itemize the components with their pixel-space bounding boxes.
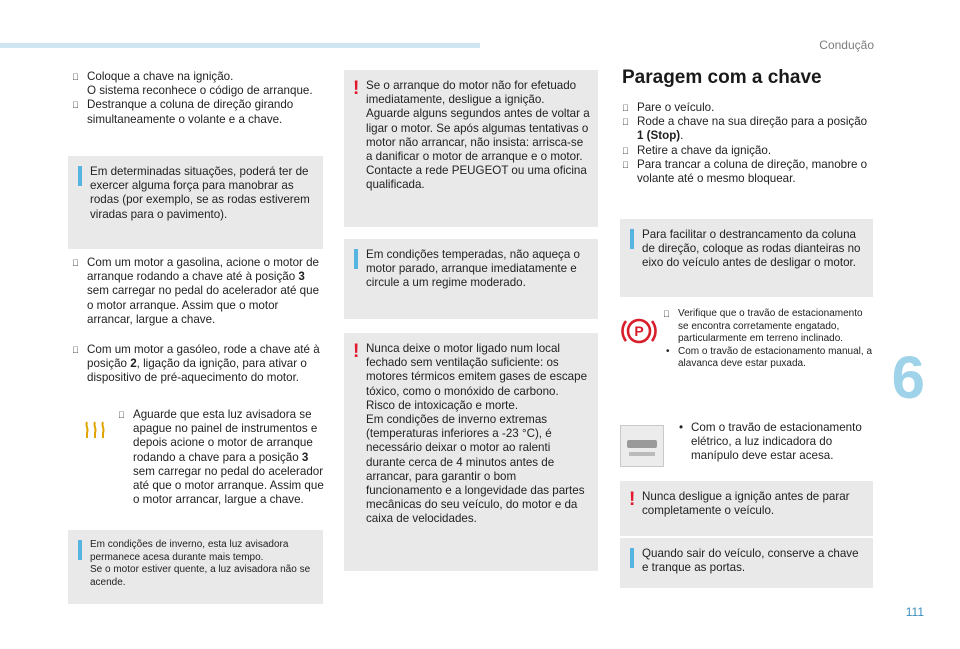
position-number: 2 xyxy=(130,357,137,371)
step-text: Para trancar a coluna de direção, manobre o volante até o mesmo bloquear. xyxy=(637,157,868,186)
parking-note xyxy=(663,346,873,371)
step-marker xyxy=(622,101,629,115)
step-marker xyxy=(622,144,629,158)
step-marker xyxy=(72,256,79,270)
info-box-temperate xyxy=(344,239,598,319)
electric-brake-switch-image xyxy=(620,425,664,467)
info-box-winter xyxy=(68,530,323,604)
step-line: O sistema reconhece o código de arranque. xyxy=(87,84,313,98)
header-accent-bar xyxy=(0,43,480,48)
electric-note-text: Com o travão de estacionamento elétrico, a luz indicadora do manípulo deve estar acesa. xyxy=(691,421,862,463)
section-heading: Paragem com a chave xyxy=(622,67,822,88)
glow-text-a: Aguarde que esta luz avisadora se apague no painel de instrumentos e depois acione o motor de arranque rodando a chave para a posição xyxy=(133,408,318,464)
electric-brake-note xyxy=(676,421,872,464)
warning-text: Nunca deixe o motor ligado num local fechado sem ventilação suficiente: os motores térmicos emitem gases de escape tóxico, como o monóxido de carbono. Risco de intoxicação e morte. Em condições de inverno extremas (temperaturas inferiores a -23 °C), é necessário deixar o motor ao ralenti durante cerca de 4 minutos antes de arrancar, para garantir o bom funcionamento e a longevidade das partes mecânicas do seu veículo, do motor e da caixa de velocidades. xyxy=(366,342,588,526)
parking-note-text: Verifique que o travão de estacionamento se encontra corretamente engatado, particularmente em terreno inclinado. xyxy=(678,308,863,345)
step-marker xyxy=(622,115,629,129)
step-line: Destranque a coluna de direção girando xyxy=(87,98,294,112)
step-line: simultaneamente o volante e a chave. xyxy=(87,112,283,126)
petrol-step xyxy=(72,256,324,327)
section-title: Condução xyxy=(819,38,874,52)
stop-steps xyxy=(622,101,872,186)
parking-brake-notes xyxy=(663,308,873,371)
diesel-text-a: Com um motor a gasóleo, rode a chave até à posição xyxy=(87,343,320,371)
info-text: Em determinadas situações, poderá ter de exercer alguma força para manobrar as rodas (por exemplo, se as rodas estiverem viradas para o pavimento). xyxy=(90,165,310,221)
position-number: 3 xyxy=(298,270,305,284)
bullet: • xyxy=(679,421,684,434)
info-icon xyxy=(630,229,634,249)
info-box-unlock-column xyxy=(620,219,873,297)
step-text-a: Rode a chave na sua direção para a posição xyxy=(637,115,868,129)
step-marker xyxy=(118,408,125,422)
glow-wait-step xyxy=(118,408,324,507)
step-marker xyxy=(663,308,670,321)
glow-text-b: sem carregar no pedal do acelerador até que o motor arranque. Assim que o motor arrancar, largue a chave. xyxy=(133,464,324,507)
step-text: Retire a chave da ignição. xyxy=(637,143,772,157)
info-icon xyxy=(630,548,634,568)
warning-icon: ! xyxy=(353,78,360,99)
warning-icon: ! xyxy=(629,489,636,510)
step-stop-vehicle xyxy=(622,101,872,115)
info-icon xyxy=(78,540,82,560)
bullet: • xyxy=(666,345,670,357)
step-remove-key xyxy=(622,144,872,158)
svg-text:P: P xyxy=(634,323,644,339)
info-box-force xyxy=(68,156,323,249)
chapter-number: 6 xyxy=(891,344,925,411)
diesel-step xyxy=(72,343,324,386)
info-box-leave-vehicle xyxy=(620,538,873,588)
warning-box-ignition xyxy=(620,481,873,536)
petrol-text-a: Com um motor a gasolina, acione o motor de arranque rodando a chave até à posição xyxy=(87,256,319,284)
parking-brake-icon xyxy=(620,314,658,352)
position-number: 3 xyxy=(301,450,309,464)
warning-text: Se o arranque do motor não for efetuado imediatamente, desligue a ignição. Aguarde alguns segundos antes de voltar a ligar o motor. Se após algumas tentativas o motor não arrancar, não insista: arrisca-se a danificar o motor de arranque e o motor. Contacte a rede PEUGEOT ou uma oficina qualificada. xyxy=(366,79,590,192)
step-line: Coloque a chave na ignição. xyxy=(87,70,234,83)
stop-position: 1 (Stop) xyxy=(637,129,681,143)
warning-box-start-failure xyxy=(344,70,598,227)
page-number: 111 xyxy=(905,605,924,619)
step-text-b: . xyxy=(680,129,684,143)
info-text: Quando sair do veículo, conserve a chave e tranque as portas. xyxy=(642,547,859,575)
step-ignition-on xyxy=(72,70,327,98)
step-unlock-column xyxy=(72,98,327,126)
info-icon xyxy=(78,166,82,186)
step-marker xyxy=(72,98,79,112)
info-icon xyxy=(354,249,358,269)
ignition-steps xyxy=(72,70,327,127)
step-text: Pare o veículo. xyxy=(637,101,715,114)
parking-note-text: Com o travão de estacionamento manual, a alavanca deve estar puxada. xyxy=(678,345,872,370)
step-marker xyxy=(72,70,79,84)
info-text: Em condições temperadas, não aqueça o motor parado, arranque imediatamente e circule a um regime moderado. xyxy=(366,248,580,290)
warning-text: Nunca desligue a ignição antes de parar completamente o veículo. xyxy=(642,490,850,518)
step-marker xyxy=(72,343,79,357)
info-text: Para facilitar o destrancamento da coluna de direção, coloque as rodas dianteiras no eixo do veículo antes de desligar o motor. xyxy=(642,228,861,270)
warning-icon: ! xyxy=(353,341,360,362)
step-marker xyxy=(622,158,629,172)
info-text: Em condições de inverno, esta luz avisadora permanece acesa durante mais tempo. Se o motor estiver quente, a luz avisadora não se acende. xyxy=(90,539,311,588)
diesel-text-b: , ligação da ignição, para ativar o dispositivo de pré-aquecimento do motor. xyxy=(87,357,307,385)
parking-note xyxy=(663,308,873,346)
warning-box-ventilation xyxy=(344,333,598,571)
glow-plug-icon xyxy=(84,420,106,444)
petrol-text-b: sem carregar no pedal do acelerador até que o motor arranque. Assim que o motor arrancar, largue a chave. xyxy=(87,284,320,326)
step-lock-column xyxy=(622,158,872,186)
step-turn-key xyxy=(622,115,872,143)
